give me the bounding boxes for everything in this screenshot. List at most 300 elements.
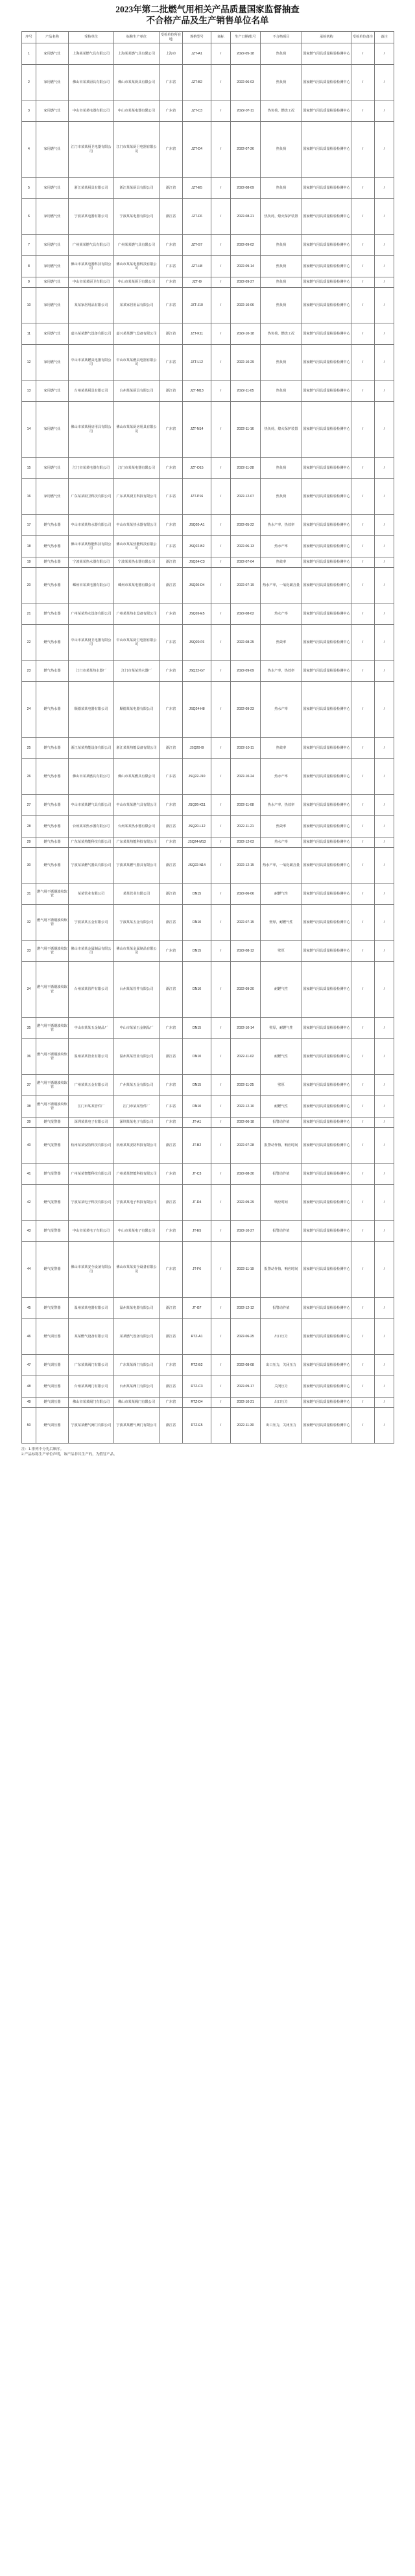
- table-cell: 45: [22, 1298, 36, 1319]
- table-cell: 燃气热水器: [36, 536, 69, 557]
- table-cell: /: [211, 816, 231, 837]
- table-cell: 国家燃气用具质量检验检测中心: [302, 625, 351, 661]
- footnote-line1: 注：1.排列不分先后顺序。: [21, 1447, 64, 1451]
- table-cell: 33: [22, 941, 36, 962]
- table-cell: 佛山市某某阀门有限公司: [69, 1398, 114, 1408]
- table-cell: 国家燃气用具质量检验检测中心: [302, 682, 351, 738]
- table-cell: /: [375, 738, 394, 759]
- table-cell: 燃气用不锈钢波纹软管: [36, 1096, 69, 1118]
- table-cell: 2022-09-17: [231, 1376, 261, 1398]
- table-cell: /: [375, 479, 394, 515]
- table-cell: /: [211, 1075, 231, 1096]
- table-row: [22, 1242, 394, 1298]
- table-cell: /: [375, 1018, 394, 1039]
- table-cell: 广东省: [160, 1164, 183, 1185]
- table-row: [22, 536, 394, 557]
- table-cell: /: [211, 661, 231, 682]
- table-row: [22, 1118, 394, 1128]
- table-cell: 浙江省: [160, 738, 183, 759]
- table-cell: /: [375, 402, 394, 458]
- table-cell: /: [351, 816, 375, 837]
- table-cell: /: [351, 288, 375, 323]
- table-row: [22, 962, 394, 1018]
- table-cell: /: [351, 941, 375, 962]
- table-cell: 2022-07-28: [231, 1128, 261, 1164]
- table-cell: 宁波某某热水器有限公司: [69, 557, 114, 568]
- table-cell: JSQ26-E5: [183, 603, 211, 625]
- table-row: [22, 43, 394, 65]
- table-cell: 热效率: [261, 738, 302, 759]
- table-row: [22, 682, 394, 738]
- table-cell: JT-F6: [183, 1242, 211, 1298]
- table-cell: 广东省: [160, 235, 183, 256]
- table-cell: 燃气热水器: [36, 682, 69, 738]
- table-cell: 燃气热水器: [36, 816, 69, 837]
- table-row: [22, 759, 394, 795]
- table-cell: 2022-07-11: [231, 100, 261, 122]
- table-cell: /: [211, 402, 231, 458]
- table-cell: /: [351, 837, 375, 848]
- table-cell: /: [375, 288, 394, 323]
- table-cell: 宁波某某热水器有限公司: [114, 557, 160, 568]
- table-cell: 2022-10-29: [231, 345, 261, 381]
- table-cell: 广东省: [160, 1018, 183, 1039]
- table-cell: /: [351, 1398, 375, 1408]
- table-cell: 27: [22, 795, 36, 816]
- table-cell: /: [375, 941, 394, 962]
- table-cell: 家用燃气灶: [36, 381, 69, 402]
- table-cell: /: [211, 682, 231, 738]
- table-cell: 19: [22, 557, 36, 568]
- table-cell: 2022-11-08: [231, 795, 261, 816]
- table-cell: 出口压力，关闭压力: [261, 1408, 302, 1444]
- table-cell: /: [375, 816, 394, 837]
- table-cell: 广州某某燃气具有限公司: [69, 235, 114, 256]
- table-cell: /: [211, 100, 231, 122]
- table-cell: 2022-06-06: [231, 884, 261, 905]
- table-cell: 国家燃气用具质量检验检测中心: [302, 1221, 351, 1242]
- table-cell: 佛山市某某金属制品有限公司: [69, 941, 114, 962]
- table-cell: 广东省: [160, 479, 183, 515]
- table-cell: 国家燃气用具质量检验检测中心: [302, 795, 351, 816]
- table-cell: /: [211, 178, 231, 199]
- column-header: 标称生产单位: [114, 32, 160, 43]
- table-cell: /: [211, 515, 231, 536]
- table-cell: 家用燃气灶: [36, 277, 69, 288]
- table-header-row: [22, 32, 394, 43]
- table-cell: 国家燃气用具质量检验检测中心: [302, 178, 351, 199]
- table-cell: 浙江省: [160, 816, 183, 837]
- table-cell: 嵊州市某某电器有限公司: [114, 568, 160, 603]
- table-cell: 报警动作值，响应时间: [261, 1128, 302, 1164]
- table-cell: 广东省: [160, 1096, 183, 1118]
- table-cell: 30: [22, 848, 36, 884]
- table-cell: 佛山市某某安全设备有限公司: [69, 1242, 114, 1298]
- table-cell: 广东省: [160, 759, 183, 795]
- table-row: [22, 557, 394, 568]
- table-cell: 家用燃气灶: [36, 122, 69, 178]
- table-cell: 国家燃气用具质量检验检测中心: [302, 1242, 351, 1298]
- table-cell: /: [211, 1128, 231, 1164]
- table-cell: 深圳某某电子有限公司: [69, 1118, 114, 1128]
- table-cell: JSQ24-H8: [183, 682, 211, 738]
- column-header: 序号: [22, 32, 36, 43]
- table-cell: JZT-C3: [183, 100, 211, 122]
- table-cell: 佛山市某某厨房用具有限公司: [69, 402, 114, 458]
- table-cell: 温州某某电器有限公司: [114, 1298, 160, 1319]
- table-cell: 热效率: [261, 816, 302, 837]
- table-cell: /: [351, 962, 375, 1018]
- table-cell: 耐燃气性: [261, 884, 302, 905]
- table-cell: 6: [22, 199, 36, 235]
- table-cell: 热负荷: [261, 122, 302, 178]
- table-cell: 2022-11-02: [231, 1039, 261, 1075]
- table-cell: /: [375, 277, 394, 288]
- table-cell: 中山市某某厨卫电器有限公司: [114, 625, 160, 661]
- table-cell: 佛山市某某厨具有限公司: [69, 65, 114, 100]
- table-cell: 宁波某某五金有限公司: [69, 905, 114, 941]
- table-row: [22, 837, 394, 848]
- table-cell: 燃气用不锈钢波纹软管: [36, 941, 69, 962]
- table-cell: JSQ22-J10: [183, 759, 211, 795]
- table-cell: 21: [22, 603, 36, 625]
- table-cell: JZT-M13: [183, 381, 211, 402]
- table-cell: 国家燃气用具质量检验检测中心: [302, 1408, 351, 1444]
- table-cell: /: [375, 1298, 394, 1319]
- table-row: [22, 235, 394, 256]
- product-list-table: [21, 31, 394, 1444]
- table-cell: /: [375, 235, 394, 256]
- table-cell: /: [211, 1221, 231, 1242]
- table-cell: 广东某某阀门有限公司: [114, 1355, 160, 1376]
- table-cell: /: [375, 1164, 394, 1185]
- table-row: [22, 100, 394, 122]
- table-cell: 江门市某某热水器厂: [69, 661, 114, 682]
- table-cell: 广东省: [160, 402, 183, 458]
- table-cell: 家用燃气灶: [36, 256, 69, 277]
- table-cell: 2022-12-07: [231, 479, 261, 515]
- table-cell: 2022-07-15: [231, 905, 261, 941]
- table-cell: 广东省: [160, 458, 183, 479]
- table-cell: 热负荷: [261, 458, 302, 479]
- table-cell: /: [351, 235, 375, 256]
- table-cell: /: [211, 905, 231, 941]
- table-cell: 某某家居用品有限公司: [69, 288, 114, 323]
- table-cell: 2022-10-18: [231, 323, 261, 345]
- table-cell: 热水产率: [261, 759, 302, 795]
- table-cell: /: [375, 603, 394, 625]
- table-cell: 国家燃气用具质量检验检测中心: [302, 479, 351, 515]
- table-cell: 关闭压力: [261, 1376, 302, 1398]
- table-cell: 广东省: [160, 795, 183, 816]
- table-cell: /: [211, 1096, 231, 1118]
- table-cell: /: [375, 65, 394, 100]
- table-cell: /: [211, 557, 231, 568]
- column-header: 受检单位: [69, 32, 114, 43]
- table-cell: 2022-09-20: [231, 962, 261, 1018]
- table-cell: /: [351, 625, 375, 661]
- table-cell: 响应时间: [261, 1185, 302, 1221]
- table-cell: 31: [22, 884, 36, 905]
- table-cell: 热效率: [261, 625, 302, 661]
- table-cell: 广州某某五金有限公司: [114, 1075, 160, 1096]
- table-cell: JSQ24-M13: [183, 837, 211, 848]
- table-cell: /: [375, 1355, 394, 1376]
- table-cell: 江门市某某管件厂: [114, 1096, 160, 1118]
- table-cell: 18: [22, 536, 36, 557]
- table-cell: 家用燃气灶: [36, 235, 69, 256]
- table-cell: 家用燃气灶: [36, 458, 69, 479]
- table-cell: 49: [22, 1398, 36, 1408]
- table-cell: 温州某某管业有限公司: [69, 1039, 114, 1075]
- table-cell: 浙江省: [160, 199, 183, 235]
- table-cell: 国家燃气用具质量检验检测中心: [302, 1185, 351, 1221]
- table-cell: 家用燃气灶: [36, 199, 69, 235]
- table-cell: 国家燃气用具质量检验检测中心: [302, 1018, 351, 1039]
- table-cell: /: [351, 345, 375, 381]
- table-cell: 燃气热水器: [36, 738, 69, 759]
- table-cell: 燃气报警器: [36, 1242, 69, 1298]
- table-cell: 燃气热水器: [36, 515, 69, 536]
- table-row: [22, 1018, 394, 1039]
- column-header: 备注: [375, 32, 394, 43]
- table-cell: 中山市某某燃具电器有限公司: [114, 345, 160, 381]
- table-cell: 热负荷: [261, 479, 302, 515]
- table-row: [22, 515, 394, 536]
- table-cell: 家用燃气灶: [36, 288, 69, 323]
- table-cell: 广东省: [160, 837, 183, 848]
- table-cell: /: [375, 625, 394, 661]
- table-cell: 热负荷: [261, 256, 302, 277]
- table-cell: 家用燃气灶: [36, 323, 69, 345]
- table-cell: 42: [22, 1185, 36, 1221]
- table-cell: DN15: [183, 1018, 211, 1039]
- table-cell: /: [375, 100, 394, 122]
- table-cell: 热水产率: [261, 603, 302, 625]
- table-cell: 热负荷，燃烧工况: [261, 323, 302, 345]
- table-cell: /: [375, 178, 394, 199]
- table-cell: /: [375, 1376, 394, 1398]
- table-cell: 国家燃气用具质量检验检测中心: [302, 323, 351, 345]
- table-cell: /: [211, 1298, 231, 1319]
- table-cell: 2022-08-12: [231, 941, 261, 962]
- table-cell: 报警动作值: [261, 1118, 302, 1128]
- table-cell: /: [351, 1376, 375, 1398]
- table-cell: /: [351, 1039, 375, 1075]
- table-cell: 台州某某厨具有限公司: [114, 381, 160, 402]
- table-cell: 国家燃气用具质量检验检测中心: [302, 568, 351, 603]
- table-cell: 台州某某热水器有限公司: [69, 816, 114, 837]
- table-cell: 杭州某某安防科技有限公司: [69, 1128, 114, 1164]
- table-row: [22, 1221, 394, 1242]
- table-cell: 14: [22, 402, 36, 458]
- table-cell: 5: [22, 178, 36, 199]
- table-cell: 广东省: [160, 625, 183, 661]
- table-cell: 中山市某某燃具电器有限公司: [69, 345, 114, 381]
- table-cell: 热负荷: [261, 345, 302, 381]
- column-header: 生产日期/批号: [231, 32, 261, 43]
- table-cell: 耐燃气性: [261, 1039, 302, 1075]
- table-cell: 热水产率: [261, 682, 302, 738]
- table-cell: 41: [22, 1164, 36, 1185]
- table-cell: /: [211, 479, 231, 515]
- table-cell: 佛山市某某电器科技有限公司: [114, 256, 160, 277]
- table-cell: 广东省: [160, 288, 183, 323]
- table-cell: 热水产率，一氧化碳含量: [261, 568, 302, 603]
- table-cell: 2022-09-14: [231, 256, 261, 277]
- table-cell: 广东省: [160, 122, 183, 178]
- table-row: [22, 381, 394, 402]
- table-cell: 浙江省: [160, 1319, 183, 1355]
- table-cell: 中山市某某燃气具有限公司: [114, 795, 160, 816]
- table-row: [22, 661, 394, 682]
- table-cell: 2022-11-05: [231, 381, 261, 402]
- table-cell: 宁波某某五金有限公司: [114, 905, 160, 941]
- table-row: [22, 1376, 394, 1398]
- table-cell: 中山市某某电子有限公司: [69, 1221, 114, 1242]
- table-cell: /: [351, 515, 375, 536]
- table-cell: /: [375, 323, 394, 345]
- table-cell: 2: [22, 65, 36, 100]
- table-cell: 2022-05-22: [231, 515, 261, 536]
- table-cell: 1: [22, 43, 36, 65]
- table-cell: JT-B2: [183, 1128, 211, 1164]
- table-cell: /: [375, 795, 394, 816]
- table-cell: JZT-E5: [183, 178, 211, 199]
- table-cell: 浙江某某厨具有限公司: [69, 178, 114, 199]
- table-cell: 国家燃气用具质量检验检测中心: [302, 515, 351, 536]
- table-cell: /: [375, 199, 394, 235]
- table-row: [22, 458, 394, 479]
- table-cell: /: [351, 1298, 375, 1319]
- table-cell: 佛山市某某热能科技有限公司: [114, 536, 160, 557]
- table-cell: 23: [22, 661, 36, 682]
- table-cell: 17: [22, 515, 36, 536]
- table-cell: 壁厚，耐燃气性: [261, 905, 302, 941]
- table-cell: 燃气热水器: [36, 759, 69, 795]
- table-cell: 国家燃气用具质量检验检测中心: [302, 199, 351, 235]
- table-cell: 广东某某热能科技有限公司: [69, 837, 114, 848]
- table-cell: 浙江省: [160, 323, 183, 345]
- table-cell: 热负荷，燃烧工况: [261, 100, 302, 122]
- table-cell: 广州某某五金有限公司: [69, 1075, 114, 1096]
- table-cell: 上海市: [160, 43, 183, 65]
- table-cell: 佛山市某某厨房用具有限公司: [114, 402, 160, 458]
- table-cell: /: [375, 962, 394, 1018]
- table-cell: 2022-07-19: [231, 568, 261, 603]
- table-cell: JSQ22-N14: [183, 848, 211, 884]
- footnotes: [21, 1447, 394, 1457]
- table-cell: 出口压力: [261, 1398, 302, 1408]
- column-header: 不合格项目: [261, 32, 302, 43]
- table-cell: /: [375, 1242, 394, 1298]
- table-cell: /: [351, 1355, 375, 1376]
- table-cell: 4: [22, 122, 36, 178]
- table-cell: 广东某某厨卫科技有限公司: [69, 479, 114, 515]
- table-cell: /: [211, 603, 231, 625]
- table-cell: /: [351, 256, 375, 277]
- table-cell: 燃气热水器: [36, 603, 69, 625]
- table-row: [22, 288, 394, 323]
- table-cell: 某某燃气设备有限公司: [114, 1319, 160, 1355]
- table-cell: /: [211, 848, 231, 884]
- footnote-line2: 2.产品标称生产单位声明，该产品非其生产的，为假冒产品。: [21, 1452, 117, 1457]
- table-cell: 2022-09-29: [231, 1185, 261, 1221]
- table-cell: 佛山市某某厨具有限公司: [114, 65, 160, 100]
- table-cell: 浙江省: [160, 1298, 183, 1319]
- table-cell: 宁波某某燃气阀门有限公司: [114, 1408, 160, 1444]
- table-cell: 上海某某燃气具有限公司: [114, 43, 160, 65]
- table-cell: 国家燃气用具质量检验检测中心: [302, 1039, 351, 1075]
- table-cell: 深圳某某电子有限公司: [114, 1118, 160, 1128]
- table-cell: 燃气调压器: [36, 1398, 69, 1408]
- table-cell: /: [351, 738, 375, 759]
- table-cell: 2022-11-28: [231, 458, 261, 479]
- table-cell: 国家燃气用具质量检验检测中心: [302, 402, 351, 458]
- table-cell: 台州某某管件有限公司: [69, 962, 114, 1018]
- table-cell: 9: [22, 277, 36, 288]
- table-cell: 家用燃气灶: [36, 402, 69, 458]
- table-cell: 国家燃气用具质量检验检测中心: [302, 122, 351, 178]
- table-cell: JSQ20-D4: [183, 568, 211, 603]
- table-cell: /: [211, 1242, 231, 1298]
- table-cell: /: [375, 568, 394, 603]
- table-cell: 浙江省: [160, 1376, 183, 1398]
- table-cell: 广东省: [160, 345, 183, 381]
- table-cell: DN15: [183, 884, 211, 905]
- table-cell: 广东某某阀门有限公司: [69, 1355, 114, 1376]
- table-cell: 2022-11-21: [231, 816, 261, 837]
- table-row: [22, 402, 394, 458]
- table-row: [22, 1096, 394, 1118]
- table-cell: /: [211, 345, 231, 381]
- table-cell: 燃气报警器: [36, 1118, 69, 1128]
- table-cell: /: [351, 479, 375, 515]
- table-row: [22, 603, 394, 625]
- table-cell: 国家燃气用具质量检验检测中心: [302, 381, 351, 402]
- table-cell: /: [211, 458, 231, 479]
- table-cell: /: [211, 1118, 231, 1128]
- table-cell: /: [211, 962, 231, 1018]
- table-cell: DN15: [183, 941, 211, 962]
- table-cell: 国家燃气用具质量检验检测中心: [302, 345, 351, 381]
- table-cell: /: [375, 43, 394, 65]
- table-cell: 江门市某某电器有限公司: [69, 458, 114, 479]
- table-cell: 中山市某某厨卫有限公司: [114, 277, 160, 288]
- table-cell: 2022-06-13: [231, 536, 261, 557]
- table-cell: 燃气报警器: [36, 1164, 69, 1185]
- table-cell: 温州某某电器有限公司: [69, 1298, 114, 1319]
- table-row: [22, 568, 394, 603]
- table-cell: 家用燃气灶: [36, 43, 69, 65]
- table-cell: /: [375, 1319, 394, 1355]
- column-header: 承检机构: [302, 32, 351, 43]
- table-cell: 国家燃气用具质量检验检测中心: [302, 1118, 351, 1128]
- table-cell: 广东省: [160, 603, 183, 625]
- table-cell: JSQ20-L12: [183, 816, 211, 837]
- table-cell: 家用燃气灶: [36, 479, 69, 515]
- table-cell: 燃气用不锈钢波纹软管: [36, 1018, 69, 1039]
- table-cell: 2022-12-10: [231, 1096, 261, 1118]
- table-cell: 燃气调压器: [36, 1408, 69, 1444]
- table-cell: /: [351, 122, 375, 178]
- table-cell: /: [375, 1075, 394, 1096]
- table-cell: 佛山市某某安全设备有限公司: [114, 1242, 160, 1298]
- table-row: [22, 277, 394, 288]
- table-cell: 2022-11-30: [231, 1408, 261, 1444]
- table-cell: /: [351, 905, 375, 941]
- table-cell: DN10: [183, 1039, 211, 1075]
